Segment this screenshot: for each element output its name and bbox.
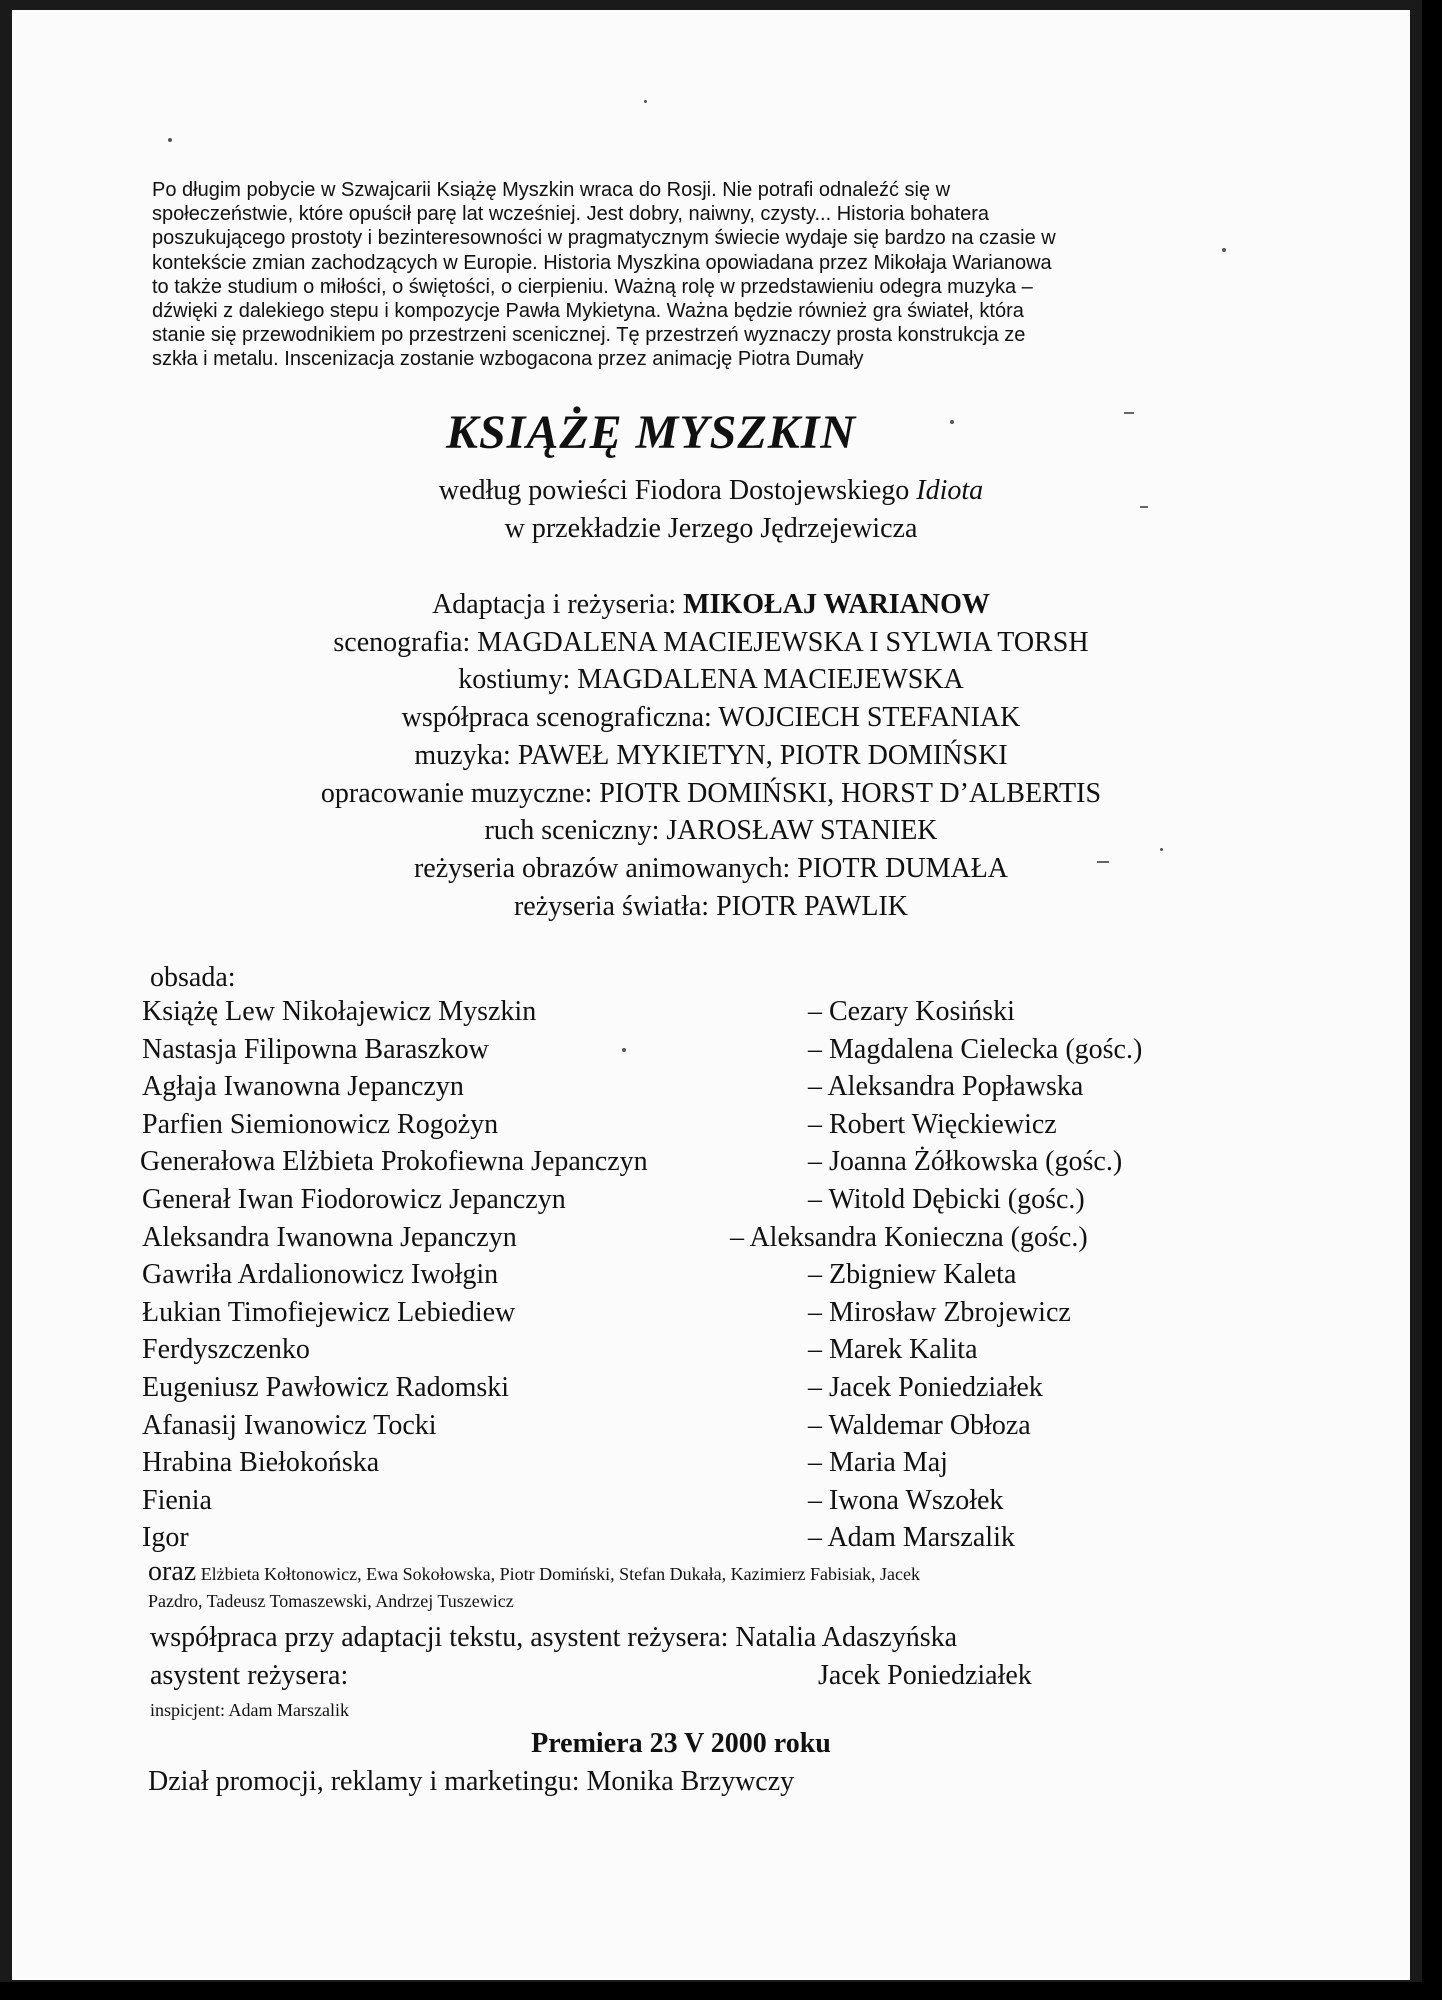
scan-speck: [1160, 848, 1163, 851]
cast-row: [142, 1522, 1282, 1560]
cast-row: [142, 1410, 1282, 1448]
cast-row: [142, 1334, 1282, 1372]
cast-row: [142, 1372, 1282, 1410]
cast-row: [142, 1259, 1282, 1297]
intro-line: to także studium o miłości, o świętości, o cierpieniu. Ważną rolę w przedstawieniu odegra muzyka –: [152, 275, 1033, 298]
cast-row: [142, 1447, 1282, 1485]
cast-actor: – Adam Marszalik: [808, 1522, 1015, 1554]
cast-heading: obsada:: [150, 962, 236, 993]
production-credits: [12, 586, 1410, 925]
cast-actor: – Joanna Żółkowska (gośc.): [808, 1146, 1123, 1178]
scan-speck: [1222, 248, 1226, 252]
cast-role: Książę Lew Nikołajewicz Myszkin: [142, 996, 537, 1027]
promotion-department: Dział promocji, reklamy i marketingu: Monika Brzywczy: [148, 1766, 795, 1797]
intro-line: społeczeństwie, które opuścił parę lat wcześniej. Jest dobry, naiwny, czysty... Historia bohatera: [152, 203, 990, 226]
intro-paragraph: [152, 178, 1232, 372]
assistant-director-label: asystent reżysera:: [150, 1660, 349, 1691]
premiere-date: Premiera 23 V 2000 roku: [531, 1728, 831, 1759]
additional-cast-names: Elżbieta Kołtonowicz, Ewa Sokołowska, Piotr Domiński, Stefan Dukała, Kazimierz Fabisiak, Jacek: [196, 1564, 921, 1584]
cast-role: Generał Iwan Fiodorowicz Jepanczyn: [142, 1183, 566, 1215]
translation-credit: w przekładzie Jerzego Jędrzejewicza: [504, 513, 918, 544]
cast-actor: – Marek Kalita: [808, 1334, 978, 1366]
cast-row: [142, 1146, 1282, 1184]
scan-border-right: [1422, 0, 1442, 2000]
scan-mark: [1140, 506, 1148, 508]
intro-line: szkła i metalu. Inscenizacja zostanie wzbogacona przez animację Piotra Dumały: [152, 348, 864, 371]
cast-row: [142, 1071, 1282, 1109]
cast-actor: – Zbigniew Kaleta: [808, 1259, 1017, 1291]
play-title: KSIĄŻĘ MYSZKIN: [445, 406, 857, 459]
cast-role: Eugeniusz Pawłowicz Radomski: [142, 1371, 510, 1403]
additional-cast-names-cont: Pazdro, Tadeusz Tomaszewski, Andrzej Tuszewicz: [148, 1591, 514, 1611]
cast-row: [142, 1222, 1282, 1260]
credit-line: ruch sceniczny: JAROSŁAW STANIEK: [484, 815, 938, 847]
credit-director: [12, 586, 1410, 624]
scan-speck: [168, 138, 172, 142]
scan-mark: [1124, 412, 1134, 414]
cast-role: Hrabina Biełokońska: [142, 1447, 380, 1479]
cast-actor: – Jacek Poniedziałek: [808, 1371, 1043, 1403]
cast-actor: – Aleksandra Popławska: [808, 1071, 1084, 1103]
cast-row: [142, 1485, 1282, 1523]
cast-role: Nastasja Filipowna Baraszkow: [142, 1033, 489, 1065]
cast-role: Afanasij Iwanowicz Tocki: [142, 1409, 437, 1441]
additional-cast-line: [148, 1558, 1168, 1588]
credit-line: scenografia: MAGDALENA MACIEJEWSKA I SYLWIA TORSH: [333, 626, 1089, 658]
credit-line: muzyka: PAWEŁ MYKIETYN, PIOTR DOMIŃSKI: [414, 739, 1008, 771]
credit-line: współpraca scenograficzna: WOJCIECH STEFANIAK: [401, 702, 1021, 734]
cast-role: Igor: [142, 1522, 189, 1554]
oraz-word: oraz: [148, 1556, 197, 1587]
cast-role: Łukian Timofiejewicz Lebiediew: [142, 1296, 516, 1328]
cast-role: Aleksandra Iwanowna Jepanczyn: [142, 1221, 517, 1253]
scan-border-bottom: [0, 1982, 1442, 2000]
cast-role: Fienia: [142, 1484, 212, 1516]
credit-line: reżyseria światła: PIOTR PAWLIK: [513, 890, 909, 922]
cast-row: [142, 1034, 1282, 1072]
cast-list: [142, 996, 1282, 1560]
cast-role: Gawriła Ardalionowicz Iwołgin: [142, 1259, 499, 1291]
source-novel-text: według powieści Fiodora Dostojewskiego: [438, 475, 917, 506]
document-page: [12, 10, 1410, 1980]
cast-actor: – Mirosław Zbrojewicz: [808, 1296, 1071, 1328]
cast-actor: – Robert Więckiewicz: [808, 1108, 1057, 1140]
cast-row: [142, 1109, 1282, 1147]
cast-actor: – Waldemar Obłoza: [808, 1409, 1031, 1441]
cast-actor: – Witold Dębicki (gośc.): [808, 1183, 1085, 1215]
cast-role: Ferdyszczenko: [142, 1334, 310, 1366]
cast-role: Parfien Siemionowicz Rogożyn: [142, 1108, 499, 1140]
intro-line: stanie się przewodnikiem po przestrzeni scenicznej. Tę przestrzeń wyznaczy prosta konstrukcja ze: [152, 324, 1026, 347]
intro-line: poszukującego prostoty i bezinteresowności w pragmatycznym świecie wydaje się bardzo na czasie w: [152, 227, 1056, 250]
cast-actor: – Magdalena Cielecka (gośc.): [808, 1033, 1143, 1065]
additional-cast: [148, 1558, 1168, 1615]
cast-actor: – Cezary Kosiński: [808, 996, 1015, 1027]
intro-line: dźwięki z dalekiego stepu i kompozycje Pawła Mykietyna. Ważna będzie również gra świateł, która: [152, 300, 1024, 323]
cast-actor: – Maria Maj: [808, 1447, 948, 1479]
stage-manager: inspicjent: Adam Marszalik: [150, 1700, 349, 1720]
credit-line: opracowanie muzyczne: PIOTR DOMIŃSKI, HORST D’ALBERTIS: [320, 777, 1102, 809]
scan-mark: [1097, 861, 1109, 863]
scan-speck: [950, 420, 954, 424]
scan-speck: [622, 1048, 626, 1052]
cast-role: Generałowa Elżbieta Prokofiewna Jepanczyn: [140, 1146, 648, 1178]
assistant-director-name: Jacek Poniedziałek: [818, 1660, 1032, 1691]
intro-line: kontekście zmian zachodzących w Europie. Historia Myszkina opowiadana przez Mikołaja Warianowa: [152, 251, 1052, 274]
intro-line: Po długim pobycie w Szwajcarii Książę Myszkin wraca do Rosji. Nie potrafi odnaleźć się w: [152, 179, 951, 201]
credit-line: kostiumy: MAGDALENA MACIEJEWSKA: [458, 664, 964, 696]
scan-speck: [644, 100, 647, 103]
credit-line: reżyseria obrazów animowanych: PIOTR DUMAŁA: [413, 852, 1009, 884]
source-novel: [12, 475, 1410, 507]
credit-director-label: Adaptacja i reżyseria:: [432, 589, 684, 620]
novel-title: Idiota: [916, 475, 984, 506]
director-name: MIKOŁAJ WARIANOW: [683, 589, 990, 620]
cast-row: [142, 1297, 1282, 1335]
cast-role: Agłaja Iwanowna Jepanczyn: [142, 1071, 464, 1103]
cast-row: [142, 1184, 1282, 1222]
cast-row: [142, 996, 1282, 1034]
cast-actor: – Iwona Wszołek: [808, 1484, 1004, 1516]
adaptation-assistant-line: współpraca przy adaptacji tekstu, asystent reżysera: Natalia Adaszyńska: [150, 1622, 958, 1653]
cast-actor: – Aleksandra Konieczna (gośc.): [730, 1221, 1088, 1253]
